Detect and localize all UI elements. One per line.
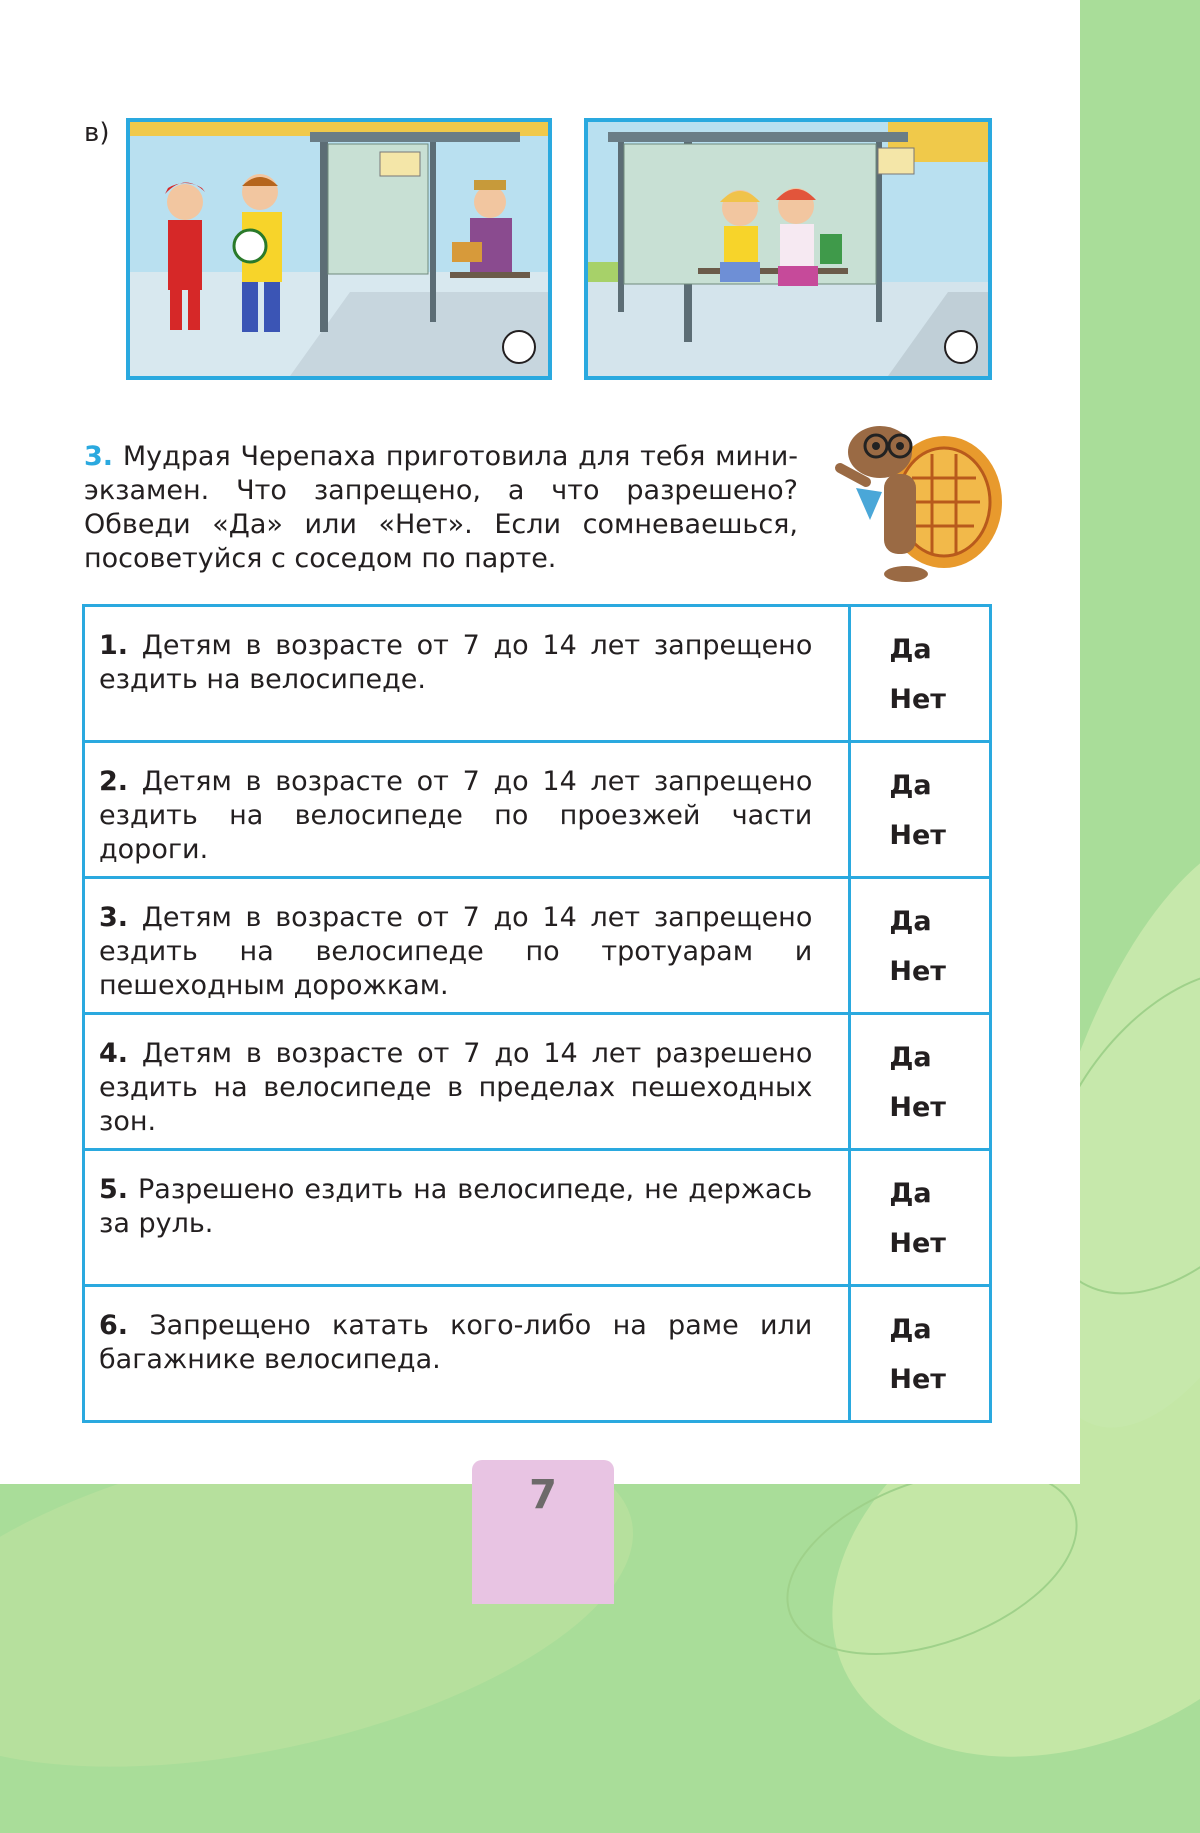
page-number: 7 <box>472 1460 614 1604</box>
question-row <box>84 1150 991 1286</box>
answer-yes[interactable]: Да <box>889 906 932 937</box>
answer-no[interactable]: Нет <box>889 1092 946 1123</box>
answer-no[interactable]: Нет <box>889 1228 946 1259</box>
answer-no[interactable]: Нет <box>889 1364 946 1395</box>
question-text-cell <box>84 742 850 878</box>
answer-yes[interactable]: Да <box>889 1178 932 1209</box>
question-number: 2. <box>99 766 129 797</box>
question-row <box>84 1014 991 1150</box>
answer-cell <box>850 1014 991 1150</box>
question-number: 1. <box>99 630 129 661</box>
answer-cell <box>850 878 991 1014</box>
illustration-bus-stop-girls <box>584 118 992 380</box>
answer-cell <box>850 742 991 878</box>
task-number: 3. <box>84 441 114 472</box>
question-text: Детям в возрасте от 7 до 14 лет запрещено ездить на велосипеде по проезжей части дороги. <box>99 766 813 865</box>
answer-yes[interactable]: Да <box>889 1314 932 1345</box>
question-row <box>84 1286 991 1422</box>
question-text: Детям в возрасте от 7 до 14 лет разрешено ездить на велосипеде в пределах пешеходных зон. <box>99 1038 813 1137</box>
questions-table <box>82 604 992 1423</box>
answer-cell <box>850 1150 991 1286</box>
answer-yes[interactable]: Да <box>889 770 932 801</box>
question-text: Разрешено ездить на велосипеде, не держась за руль. <box>99 1174 813 1239</box>
question-row <box>84 878 991 1014</box>
answer-yes[interactable]: Да <box>889 1042 932 1073</box>
question-number: 3. <box>99 902 129 933</box>
answer-yes[interactable]: Да <box>889 634 932 665</box>
question-text-cell <box>84 878 850 1014</box>
illustration-bus-stop-boys <box>126 118 552 380</box>
question-row <box>84 742 991 878</box>
turtle-illustration <box>826 408 1006 592</box>
answer-no[interactable]: Нет <box>889 820 946 851</box>
answer-cell <box>850 1286 991 1422</box>
question-number: 6. <box>99 1310 129 1341</box>
answer-circle[interactable] <box>944 330 978 364</box>
question-number: 4. <box>99 1038 129 1069</box>
question-text-cell <box>84 1014 850 1150</box>
question-text-cell <box>84 1150 850 1286</box>
answer-circle[interactable] <box>502 330 536 364</box>
section-label: в) <box>84 118 110 148</box>
question-text-cell <box>84 1286 850 1422</box>
question-text: Детям в возрасте от 7 до 14 лет запрещено ездить на велосипеде. <box>99 630 813 695</box>
answer-no[interactable]: Нет <box>889 956 946 987</box>
question-row <box>84 606 991 742</box>
task-text: Мудрая Черепаха приготовила для тебя мини-экзамен. Что запрещено, а что разрешено? Обведи «Да» или «Нет». Если сомневаешься, посоветуйся с соседом по парте. <box>84 441 798 574</box>
answer-no[interactable]: Нет <box>889 684 946 715</box>
question-text: Запрещено катать кого-либо на раме или багажнике велосипеда. <box>99 1310 813 1375</box>
task-instructions <box>84 440 798 576</box>
question-text-cell <box>84 606 850 742</box>
answer-cell <box>850 606 991 742</box>
question-number: 5. <box>99 1174 129 1205</box>
question-text: Детям в возрасте от 7 до 14 лет запрещено ездить на велосипеде по тротуарам и пешеходным дорожкам. <box>99 902 813 1001</box>
